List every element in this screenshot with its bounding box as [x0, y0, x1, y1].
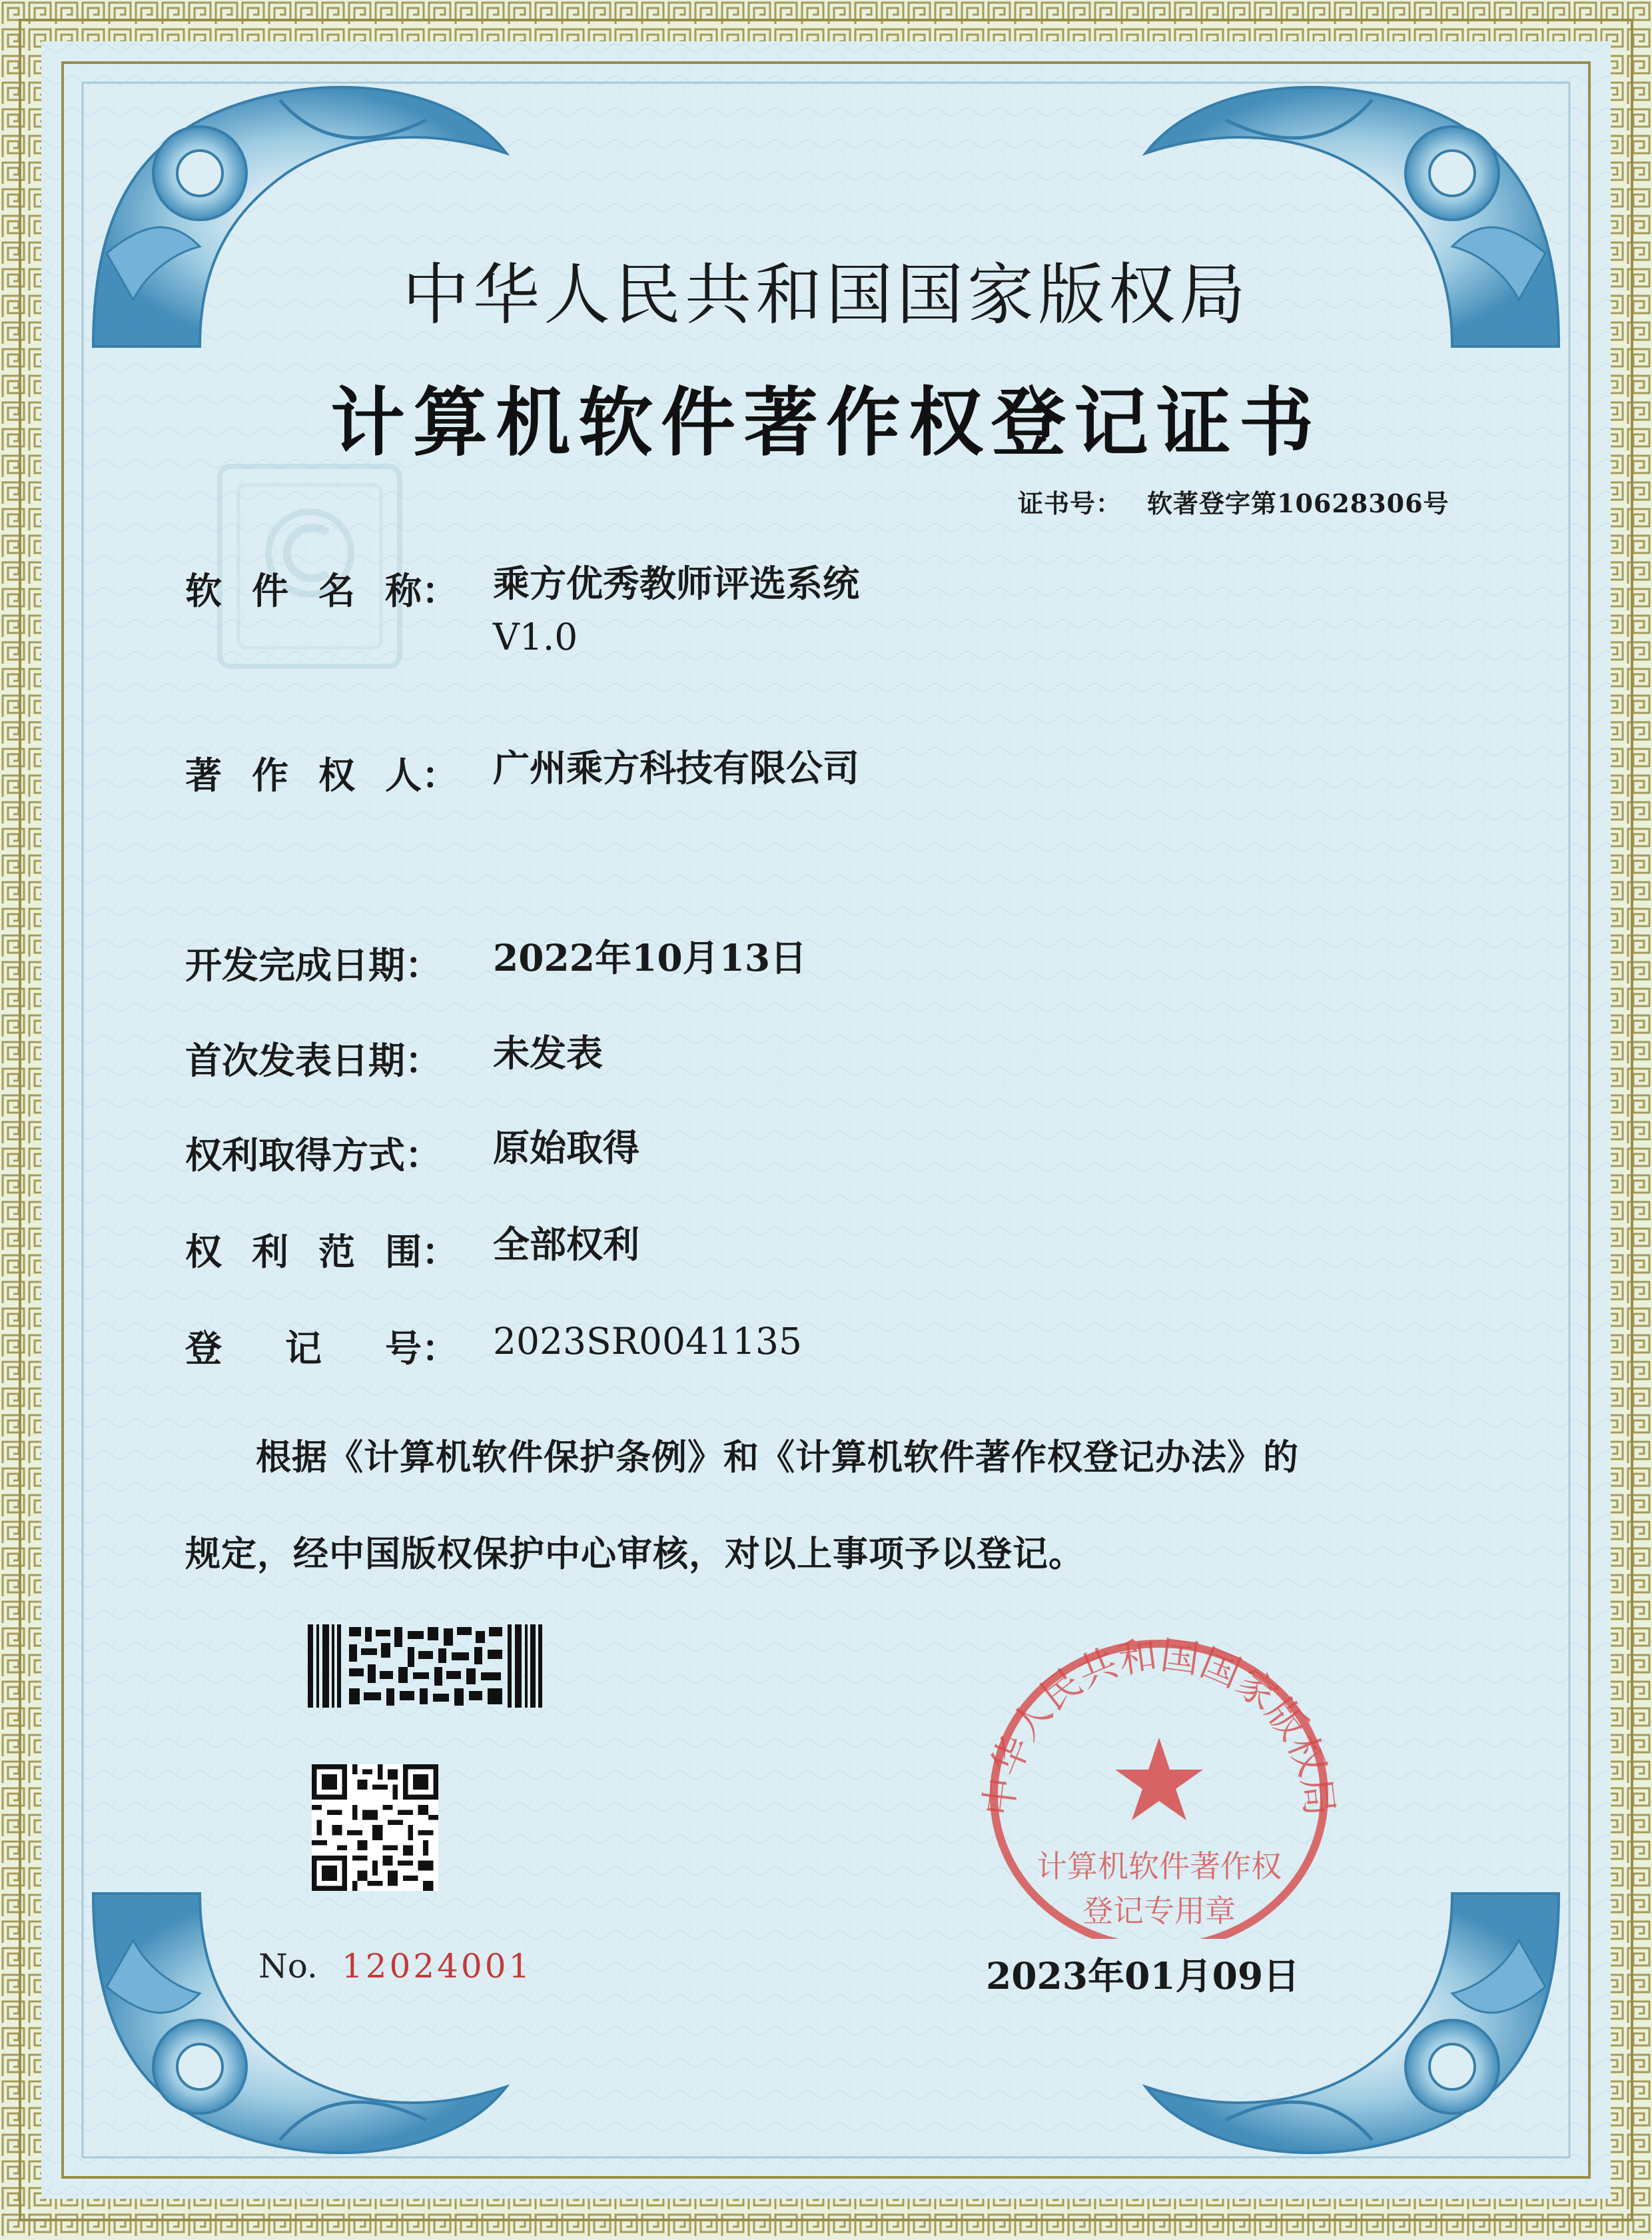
software-name-label: 软 件 名 称： — [185, 569, 458, 612]
certificate-number-label: 证书号： — [1018, 488, 1122, 518]
serial-number — [258, 1947, 532, 1985]
completion-date-value: 2022年10月13日 — [493, 936, 807, 979]
issuing-authority: 中华人民共和国国家版权局 — [402, 256, 1250, 334]
rights-scope-value: 全部权利 — [493, 1223, 640, 1266]
star-icon — [1115, 1738, 1203, 1820]
first-publication-date-value: 未发表 — [493, 1031, 604, 1075]
rights-scope-label: 权 利 范 围： — [185, 1230, 458, 1273]
completion-date-label: 开发完成日期： — [185, 943, 442, 987]
certificate-number-value: 软著登字第10628306号 — [1147, 488, 1449, 518]
first-publication-date-label: 首次发表日期： — [185, 1039, 442, 1082]
qr-code-icon — [312, 1764, 438, 1891]
seal-inner-line-1: 计算机软件著作权 — [1036, 1848, 1282, 1884]
registration-number-value: 2023SR0041135 — [493, 1320, 803, 1363]
serial-number-value: 12024001 — [341, 1947, 533, 1985]
software-version-value: V1.0 — [493, 616, 578, 658]
registration-number-label: 登 记 号： — [185, 1327, 458, 1370]
copyright-owner-label: 著 作 权 人： — [185, 754, 458, 797]
certificate-title: 计算机软件著作权登记证书 — [330, 379, 1322, 466]
seal-ring-text: 中华人民共和国国家版权局 — [975, 1632, 1343, 1819]
serial-number-label: No. — [258, 1947, 318, 1985]
software-name-value: 乘方优秀教师评选系统 — [493, 562, 860, 605]
certificate-number — [1018, 483, 1449, 520]
acquisition-method-value: 原始取得 — [493, 1126, 640, 1169]
barcode-icon — [308, 1624, 542, 1708]
acquisition-method-label: 权利取得方式： — [185, 1133, 442, 1177]
issue-date: 2023年01月09日 — [986, 1954, 1300, 1997]
copyright-owner-value: 广州乘方科技有限公司 — [493, 746, 860, 790]
statement-line-1: 根据《计算机软件保护条例》和《计算机软件著作权登记办法》的 — [256, 1436, 1299, 1478]
statement-line-2: 规定，经中国版权保护中心审核，对以上事项予以登记。 — [185, 1533, 1084, 1574]
seal-inner-line-2: 登记专用章 — [1082, 1893, 1236, 1929]
